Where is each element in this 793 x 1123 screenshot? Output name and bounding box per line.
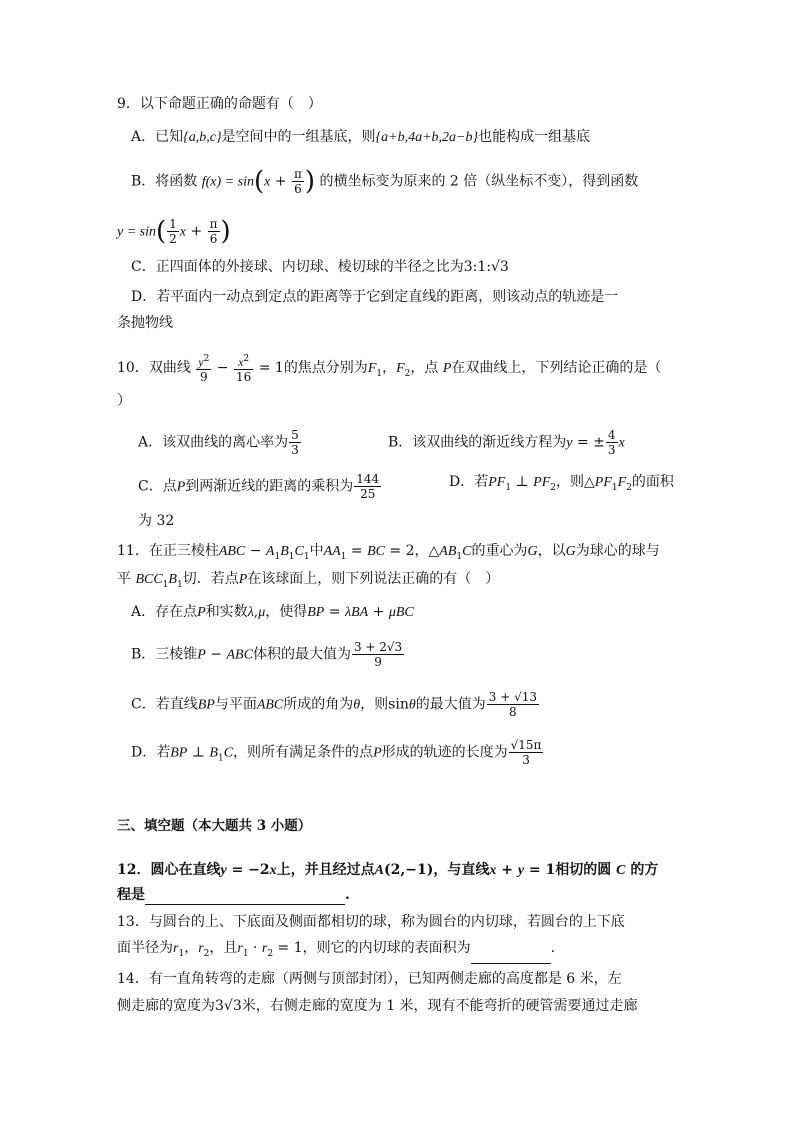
q9-stem: 9．以下命题正确的命题有（ ）: [117, 96, 322, 112]
q14-line2: 侧走廊的宽度为3√3米，右侧走廊的宽度为 1 米，现有不能弯折的硬管需要通过走廊: [117, 998, 638, 1014]
q10-option-b: B．该双曲线的渐近线方程为y = ± $\frac{4}{3}$ x: [388, 428, 625, 457]
q11-stem: 11．在正三棱柱ABC − $A_1B_1C_1$中$AA_1$ = BC = 2，$\triangle AB_1C$的重心为G，以G为球心的球与: [117, 543, 660, 562]
q13-line2: 面半径为$r_1$，$r_2$，且$r_1 \cdot r_2 = 1$，则它的内切球的表面积为 .: [117, 938, 555, 964]
section-title: 三、填空题（本大题共 3 小题）: [117, 818, 312, 834]
q13-answer-blank[interactable]: [471, 949, 551, 964]
q13-line1: 13．与圆台的上、下底面及侧面都相切的球，称为圆台的内切球，若圆台的上下底: [117, 914, 625, 930]
q11-stem-cont: 平 $BCC_1B_1$切．若点P在该球面上，则下列说法正确的有（ ）: [117, 571, 500, 590]
q11-option-a: A．存在点P和实数λ,μ，使得BP = λBA + μBC: [131, 604, 414, 620]
q9-option-d-cont: 条抛物线: [117, 315, 173, 331]
q11-option-b: B．三棱锥P − ABC体积的最大值为 $\frac{3 + 2√3}{9}$: [131, 640, 403, 669]
q10-option-d: D．若$PF_1$ ⊥ $PF_2$，则$\triangle PF_1F_2$的面积: [449, 474, 674, 493]
q12-answer-blank[interactable]: [145, 890, 345, 905]
q10-option-d-cont: 为 32: [138, 513, 175, 529]
q9-option-d: D．若平面内一动点到定点的距离等于它到定直线的距离，则该动点的轨迹是一: [131, 289, 619, 305]
q9-option-c: C．正四面体的外接球、内切球、棱切球的半径之比为3:1:√3: [131, 259, 509, 275]
q11-option-c: C．若直线BP与平面ABC所成的角为θ，则sinθ的最大值为 $\frac{3 + √13}{8}$: [131, 690, 537, 719]
q14-line1: 14．有一直角转弯的走廊（两侧与顶部封闭），已知两侧走廊的高度都是 6 米，左: [117, 971, 622, 987]
q10-option-c: C．点P到两渐近线的距离的乘积为 $\frac{144}{25}$: [138, 472, 380, 501]
q12-line2: 程是 .: [117, 887, 350, 903]
q10-stem: 10．双曲线 $\frac{y^2}{9}$ − $\frac{x^2}{16}$ = 1的焦点分别为$F_1$，$F_2$，点 P在双曲线上，下列结论正确的是（: [117, 354, 662, 384]
q9-option-b: B．将函数 f(x) = sin(x + $\frac{\pi}{6}$ ) 的横坐标变为原来的 2 倍（纵坐标不变），得到函数: [131, 166, 639, 197]
q9-option-a: A．已知{a,b,c}是空间中的一组基底，则{a+b,4a+b,2a−b}也能构成一组基底: [131, 129, 591, 145]
q11-option-d: D．若BP ⊥ $B_1C$，则所有满足条件的点P形成的轨迹的长度为 $\frac{√15\pi}{3}$: [131, 738, 542, 767]
q10-option-a: A．该双曲线的离心率为 $\frac{5}{3}$: [138, 428, 299, 457]
q12-line1: 12．圆心在直线y = −2x上，并且经过点A(2,−1)，与直线x + y = 1相切的圆 C 的方: [117, 862, 659, 878]
q9-option-b-result: y = sin( $\frac{1}{2}$ x + $\frac{\pi}{6}$ ): [117, 216, 231, 247]
q10-stem-cont: ）: [117, 393, 131, 409]
